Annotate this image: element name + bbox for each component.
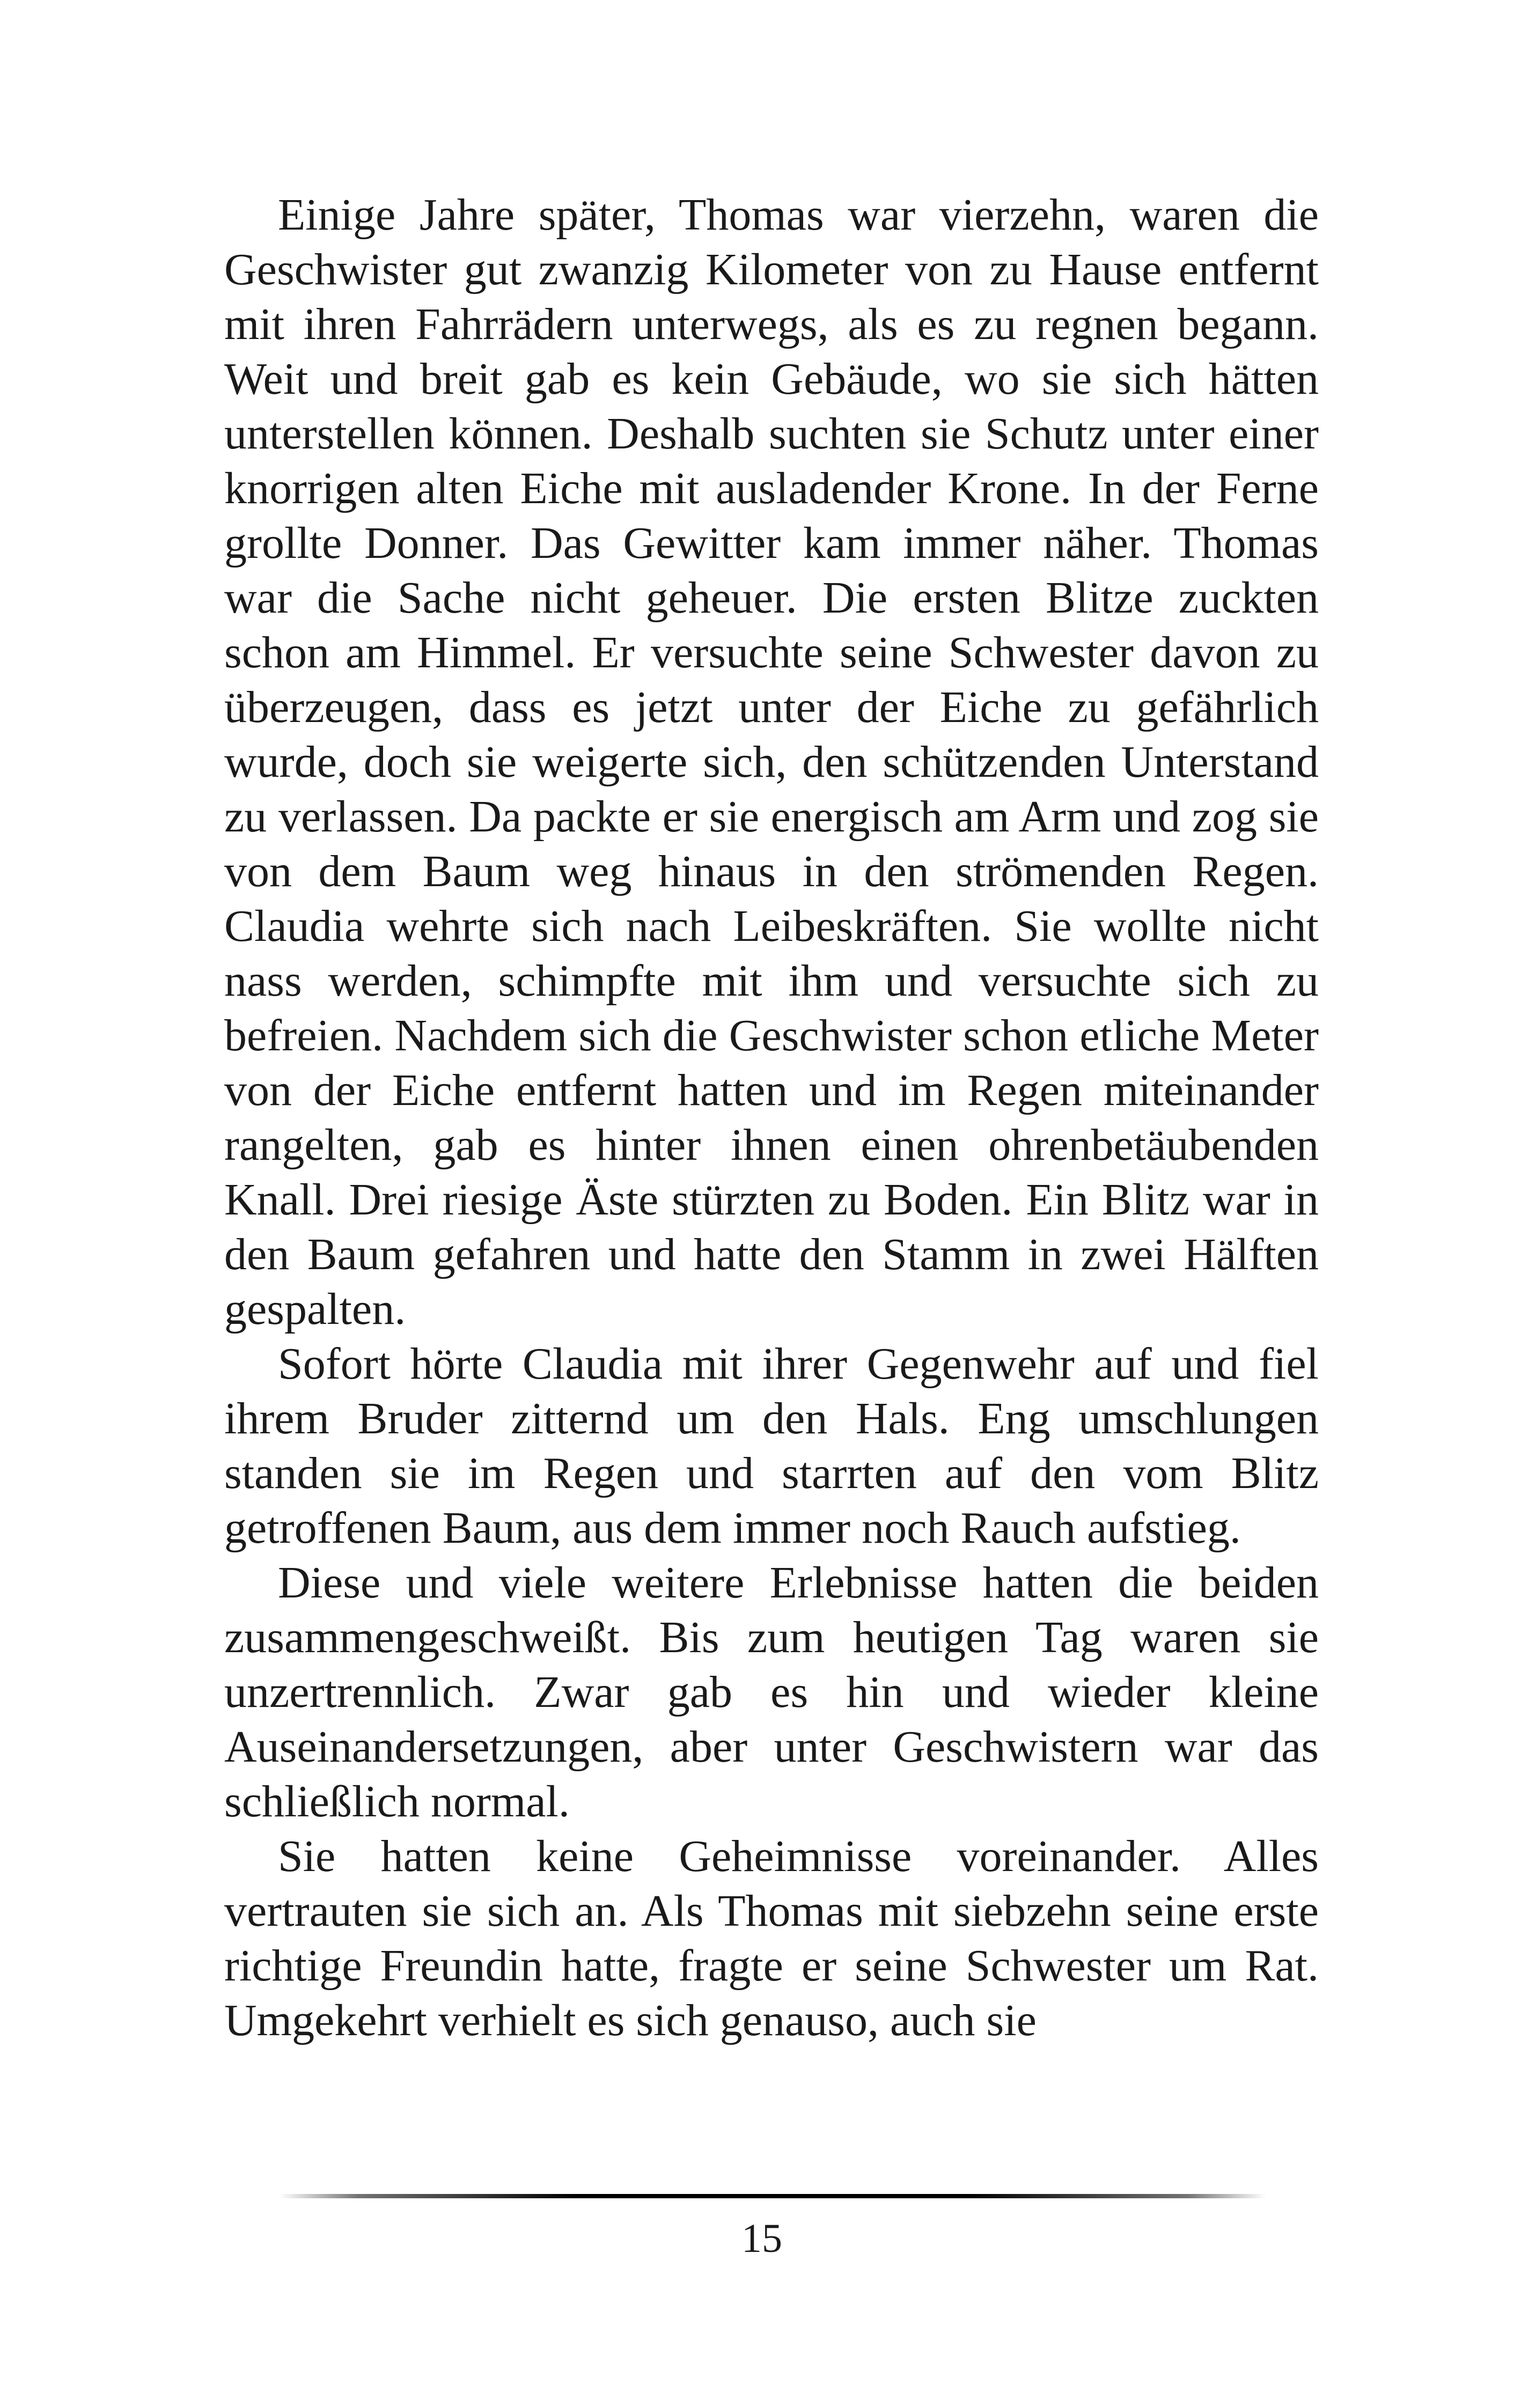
- body-text: [224, 188, 1319, 2048]
- paragraph-3: Diese und viele weitere Erlebnisse hatten die beiden zusammengeschweißt. Bis zum heutigen Tag waren sie unzertrennlich. Zwar gab es hin und wieder kleine Auseinandersetzungen, aber unter Geschwistern war das schließlich normal.: [224, 1558, 1319, 1827]
- paragraph-4: Sie hatten keine Geheimnisse voreinander. Alles vertrauten sie sich an. Als Thomas mit siebzehn seine erste richtige Freundin hatte, fragte er seine Schwester um Rat. Umgekehrt verhielt es sich genauso, auch sie: [224, 1831, 1319, 2045]
- paragraph-2: Sofort hörte Claudia mit ihrer Gegenwehr auf und fiel ihrem Bruder zitternd um den Hals. Eng umschlungen standen sie im Regen und starrten auf den vom Blitz getroffenen Baum, aus dem immer noch Rauch aufstieg.: [224, 1339, 1319, 1553]
- paragraph-1: Einige Jahre später, Thomas war vierzehn, waren die Geschwister gut zwanzig Kilometer von zu Hause entfernt mit ihren Fahrrädern unterwegs, als es zu regnen begann. Weit und breit gab es kein Gebäude, wo sie sich hätten unterstellen können. Deshalb suchten sie Schutz unter einer knorrigen alten Eiche mit ausladender Krone. In der Ferne grollte Donner. Das Gewitter kam immer näher. Thomas war die Sache nicht geheuer. Die ersten Blitze zuckten schon am Himmel. Er versuchte seine Schwester davon zu überzeugen, dass es jetzt unter der Eiche zu gefährlich wurde, doch sie weigerte sich, den schützenden Unterstand zu verlassen. Da packte er sie energisch am Arm und zog sie von dem Baum weg hinaus in den strömenden Regen. Claudia wehrte sich nach Leibeskräften. Sie wollte nicht nass werden, schimpfte mit ihm und versuchte sich zu befreien. Nachdem sich die Geschwister schon etliche Meter von der Eiche entfernt hatten und im Regen miteinander rangelten, gab es hinter ihnen einen ohrenbetäubenden Knall. Drei riesige Äste stürzten zu Boden. Ein Blitz war in den Baum gefahren und hatte den Stamm in zwei Hälften gespalten.: [224, 190, 1319, 1334]
- footer-divider: [279, 2194, 1266, 2198]
- page-number: 15: [741, 2216, 782, 2261]
